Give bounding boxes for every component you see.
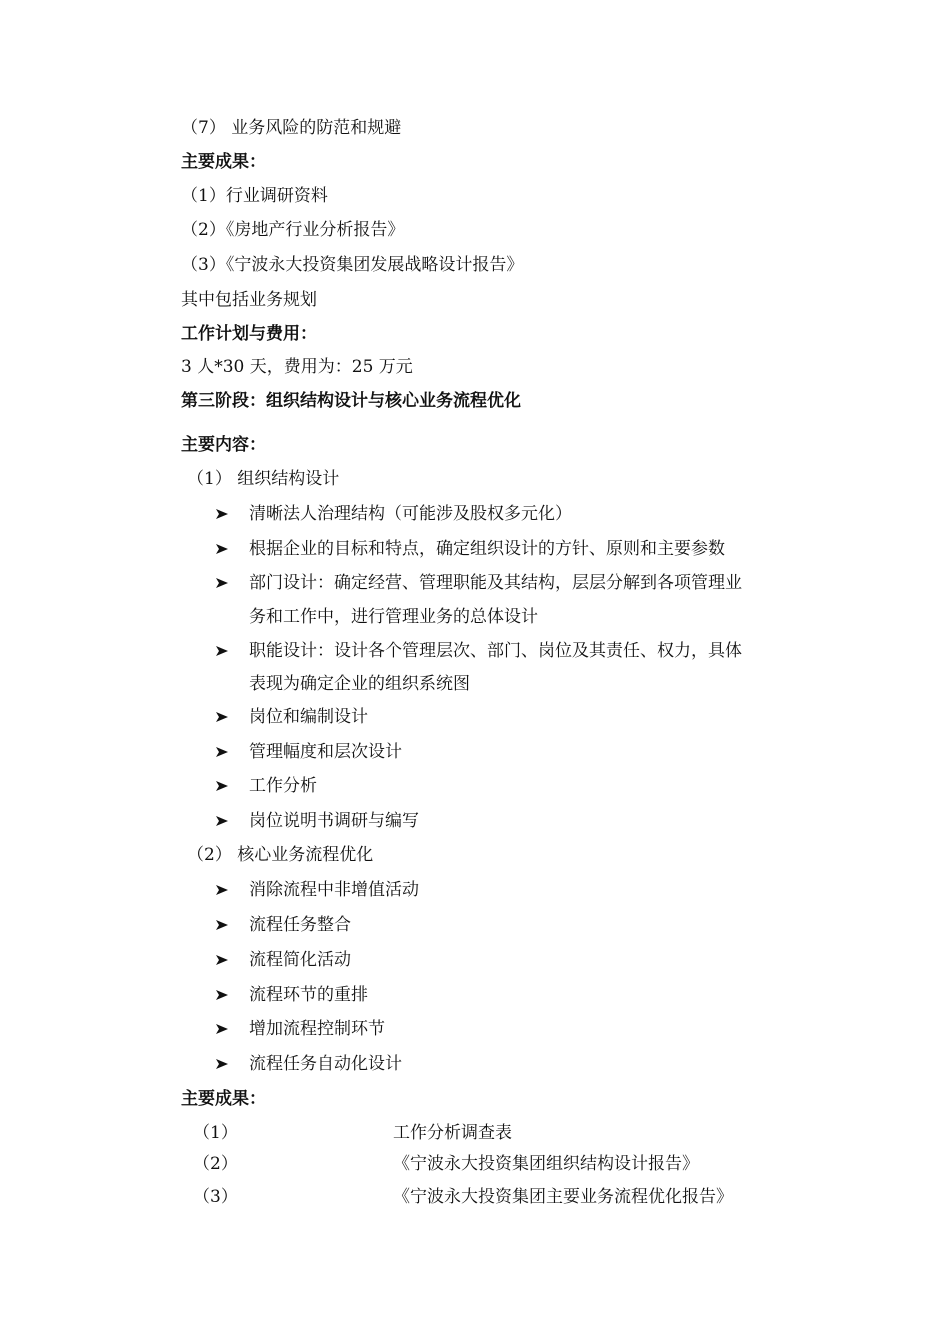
section-label: （1） 组织结构设计 [187,469,340,489]
arrow-bullet-icon [214,949,234,971]
results-heading: 主要成果： [181,152,266,172]
arrow-bullet-icon [214,572,234,594]
bullet-text: 管理幅度和层次设计 [249,742,402,762]
plan-heading: 工作计划与费用： [181,324,317,344]
result-number: （2） [193,1154,238,1174]
arrow-bullet-icon [214,741,234,763]
bullet-text-continued: 务和工作中，进行管理业务的总体设计 [249,607,538,627]
bullet-text: 部门设计：确定经营、管理职能及其结构，层层分解到各项管理业 [249,573,742,593]
section-label: （2） 核心业务流程优化 [187,845,374,865]
bullet-text: 流程环节的重排 [249,985,368,1005]
bullet-text: 流程任务自动化设计 [249,1054,402,1074]
bullet-text: 清晰法人治理结构（可能涉及股权多元化） [249,504,572,524]
bullet-text: 岗位和编制设计 [249,707,368,727]
plan-text: 3 人*30 天，费用为：25 万元 [181,357,413,377]
arrow-bullet-icon [214,640,234,662]
bullet-text: 流程简化活动 [249,950,351,970]
arrow-bullet-icon [214,1018,234,1040]
bullet-text: 根据企业的目标和特点，确定组织设计的方针、原则和主要参数 [249,539,725,559]
result-number: （1） [193,1123,238,1143]
bullet-text: 消除流程中非增值活动 [249,880,419,900]
result-item: （3）《宁波永大投资集团发展战略设计报告》 [181,255,524,275]
arrow-bullet-icon [214,914,234,936]
arrow-bullet-icon [214,1053,234,1075]
arrow-bullet-icon [214,706,234,728]
results-heading: 主要成果： [181,1089,266,1109]
note-text: 其中包括业务规划 [181,290,317,310]
arrow-bullet-icon [214,810,234,832]
result-number: （3） [193,1187,238,1207]
bullet-text: 职能设计：设计各个管理层次、部门、岗位及其责任、权力，具体 [249,641,742,661]
content-heading: 主要内容： [181,435,266,455]
result-text: 《宁波永大投资集团组织结构设计报告》 [393,1154,699,1174]
bullet-text: 流程任务整合 [249,915,351,935]
bullet-text: 工作分析 [249,776,317,796]
result-text: 工作分析调查表 [393,1123,512,1143]
bullet-text: 岗位说明书调研与编写 [249,811,419,831]
result-item: （1）行业调研资料 [181,186,328,206]
phase3-title: 第三阶段：组织结构设计与核心业务流程优化 [181,391,521,411]
arrow-bullet-icon [214,503,234,525]
bullet-text-continued: 表现为确定企业的组织系统图 [249,674,470,694]
result-item: （2）《房地产行业分析报告》 [181,220,405,240]
arrow-bullet-icon [214,775,234,797]
result-text: 《宁波永大投资集团主要业务流程优化报告》 [393,1187,733,1207]
bullet-text: 增加流程控制环节 [249,1019,385,1039]
arrow-bullet-icon [214,879,234,901]
item-7: （7） 业务风险的防范和规避 [181,118,402,138]
arrow-bullet-icon [214,538,234,560]
arrow-bullet-icon [214,984,234,1006]
